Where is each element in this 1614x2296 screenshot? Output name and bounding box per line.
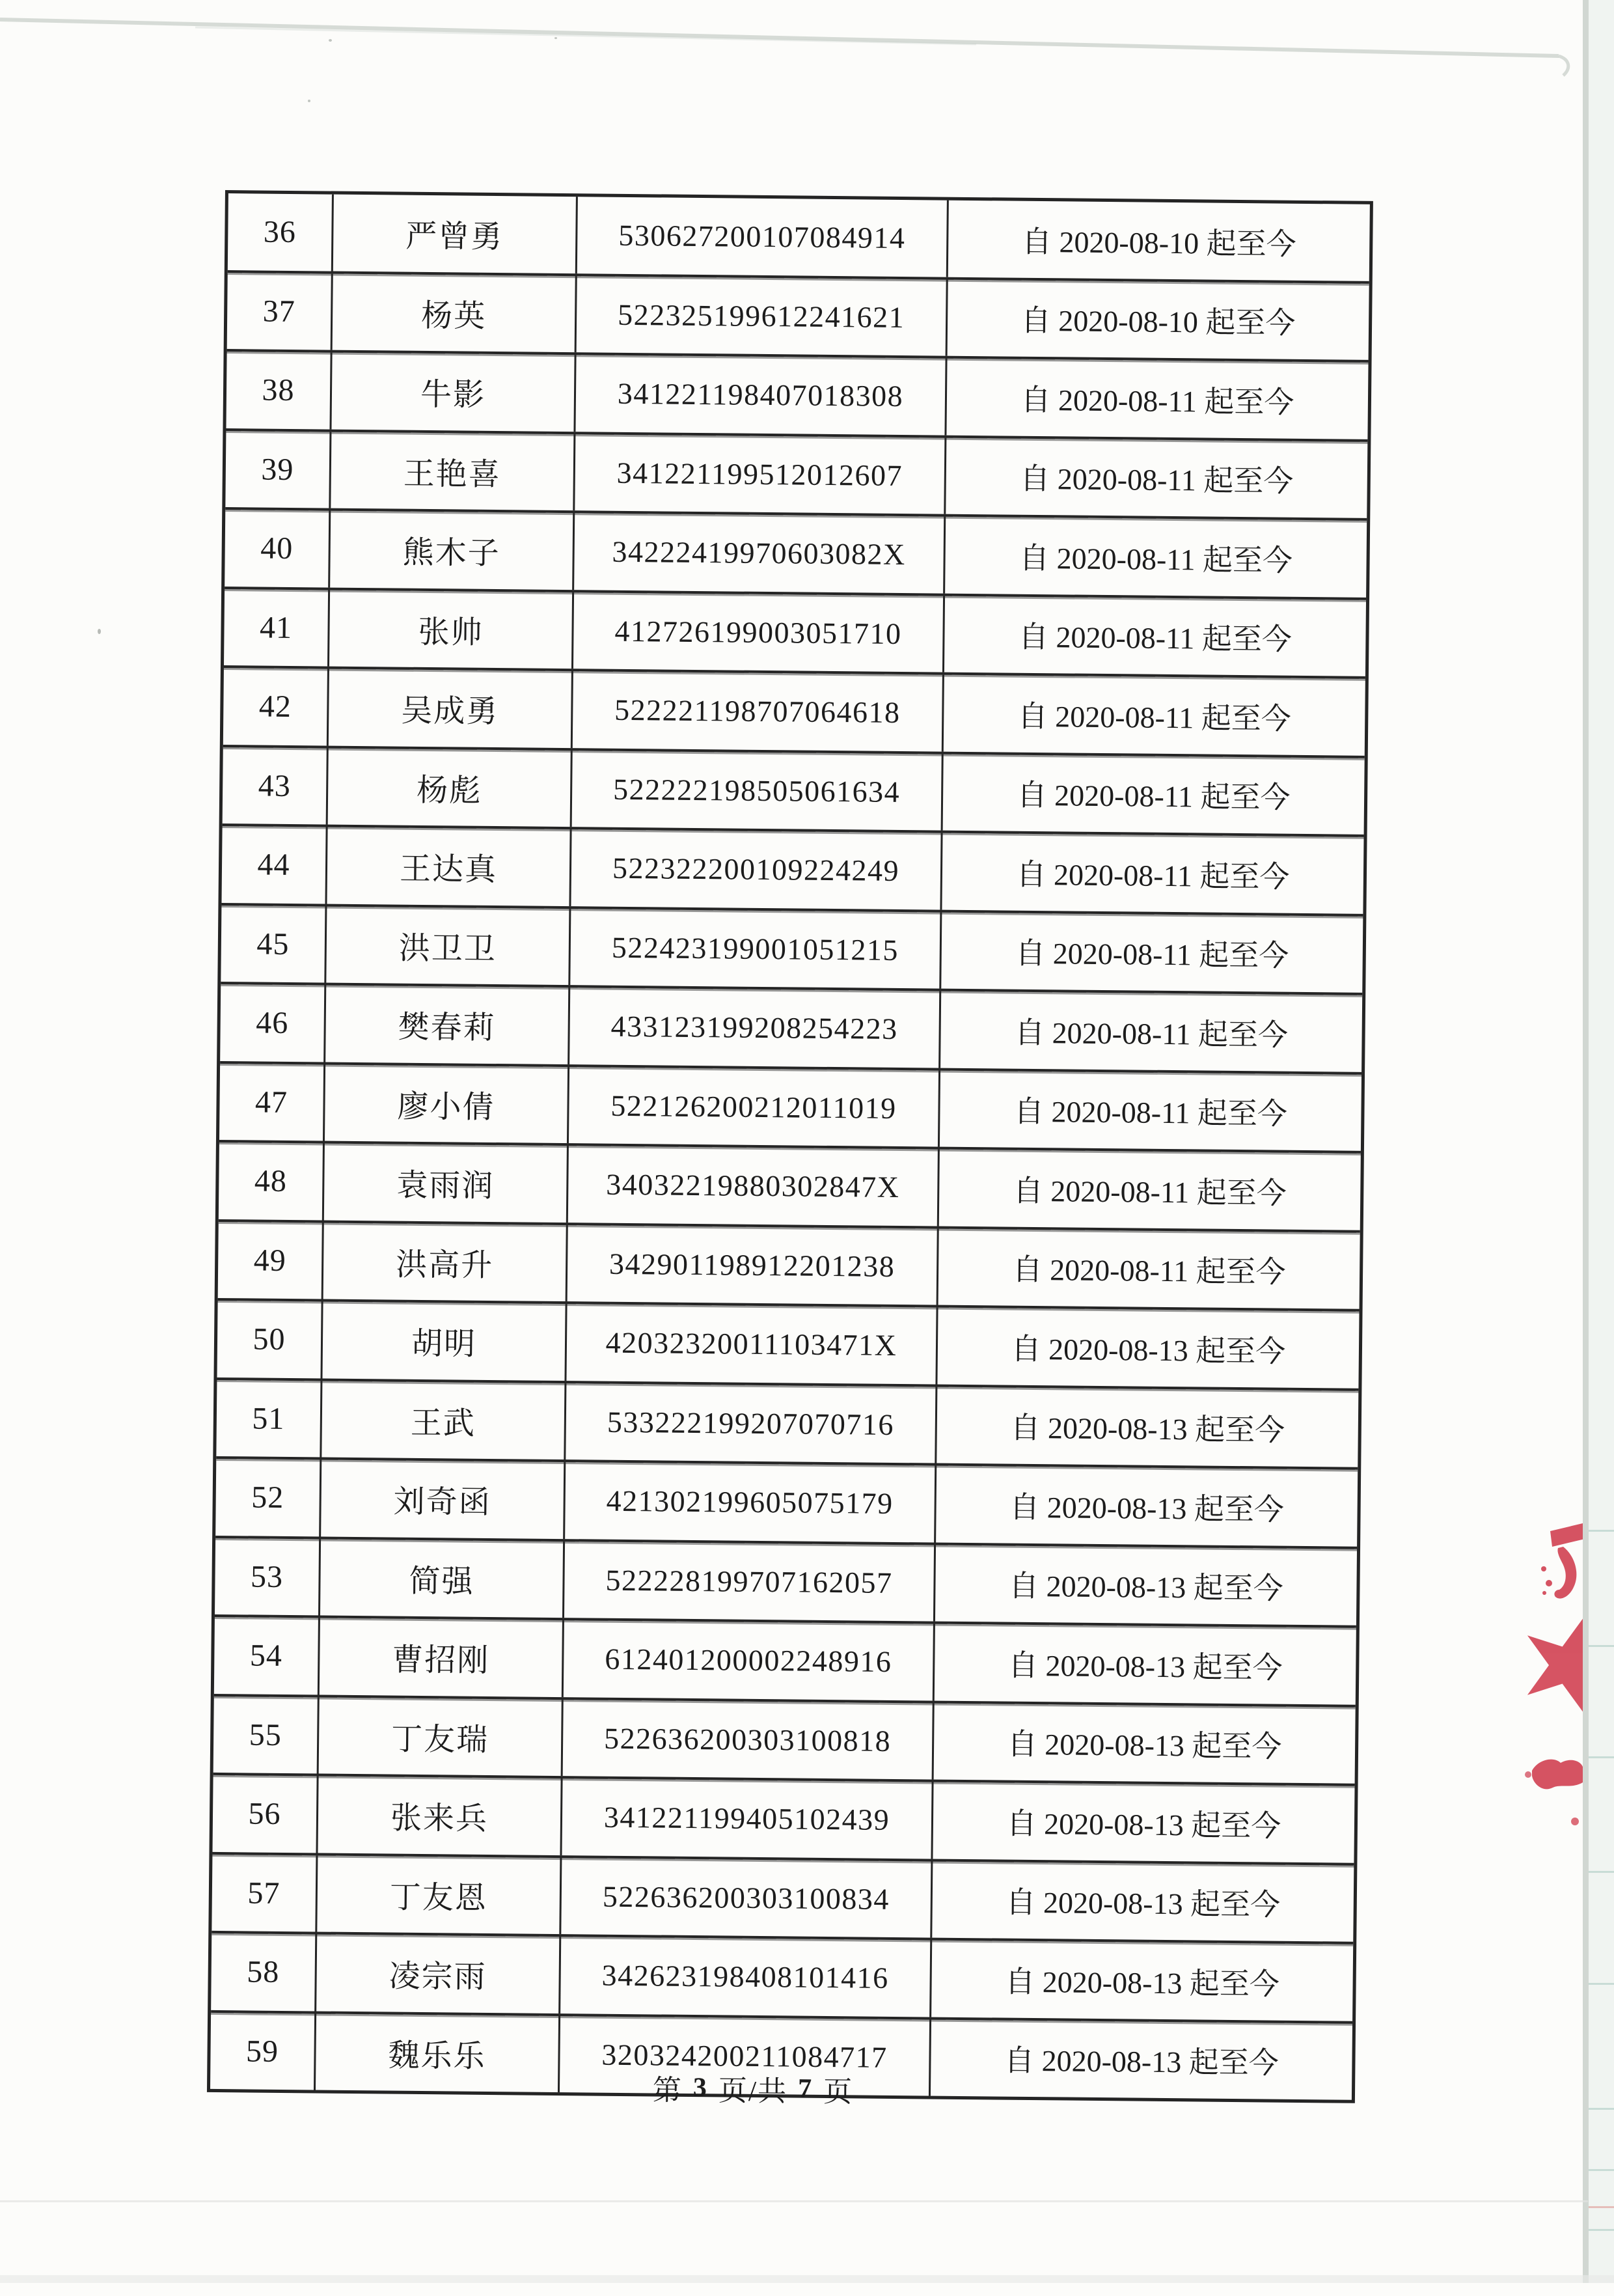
name-cell: 张来兵 [316,1776,560,1855]
id-number-cell: 341221199405102439 [560,1778,931,1859]
table-row [223,745,1365,835]
id-number-cell: 320324200211084717 [558,2016,929,2096]
id-number-cell: 342623198408101416 [558,1937,930,2017]
table-row [226,349,1368,439]
name-cell: 牛影 [329,353,574,432]
period-cell: 自 2020-08-13 起至今 [935,1308,1359,1389]
name-cell: 曹招刚 [318,1618,562,1696]
period-cell: 自 2020-08-11 起至今 [939,912,1363,993]
row-number-cell: 57 [247,1875,280,1911]
id-number-cell: 522126200212011019 [567,1067,938,1147]
table-row [225,428,1367,518]
table-row [221,902,1363,992]
name-cell: 凌宗雨 [314,1934,559,2013]
period-cell: 自 2020-08-11 起至今 [940,833,1363,914]
period-cell: 自 2020-08-13 起至今 [933,1545,1357,1625]
period-cell: 自 2020-08-11 起至今 [938,1070,1361,1151]
id-number-cell: 341221199512012607 [573,434,944,514]
row-number-cell: 58 [246,1954,280,1990]
id-number-cell: 412726199003051710 [571,592,943,672]
table-row [211,1931,1353,2021]
period-cell: 自 2020-08-11 起至今 [944,359,1368,439]
table-row [212,1851,1354,1941]
row-number-cell: 39 [261,452,294,487]
table-row [227,270,1369,360]
id-number-cell: 433123199208254223 [568,988,939,1068]
table-row [228,193,1370,281]
table-row [219,1060,1361,1150]
id-number-cell: 34222419970603082X [572,513,944,593]
name-cell: 简强 [318,1539,563,1618]
period-cell: 自 2020-08-10 起至今 [946,279,1369,360]
id-number-cell: 421302199605075179 [563,1462,935,1542]
id-number-cell: 34032219880302847X [566,1146,938,1226]
table-row [220,982,1362,1072]
name-cell: 王达真 [325,827,569,906]
period-cell: 自 2020-08-11 起至今 [937,1150,1361,1230]
table-row [212,1773,1354,1862]
id-number-cell: 612401200002248916 [562,1620,933,1700]
table-row [215,1535,1357,1625]
id-number-cell: 42032320011103471X [564,1304,936,1384]
name-cell: 洪高升 [321,1223,566,1301]
id-number-cell: 522221198707064618 [571,671,942,751]
id-number-cell: 530627200107084914 [575,197,947,277]
period-cell: 自 2020-08-13 起至今 [933,1624,1356,1705]
period-cell: 自 2020-08-11 起至今 [941,754,1365,835]
name-cell: 袁雨润 [322,1144,567,1223]
id-number-cell: 522322200109224249 [569,829,940,909]
name-cell: 熊木子 [328,511,573,590]
table-row [219,1140,1361,1230]
period-cell: 自 2020-08-13 起至今 [932,1703,1356,1784]
name-cell: 张帅 [327,590,572,669]
id-number-cell: 522325199612241621 [575,276,946,356]
row-number-cell: 47 [254,1085,288,1120]
table-row [215,1456,1358,1546]
period-cell: 自 2020-08-11 起至今 [938,991,1362,1072]
row-number-cell: 43 [258,768,291,803]
row-number-cell: 59 [245,2034,279,2069]
row-number-cell: 53 [250,1559,284,1594]
row-number-cell: 54 [249,1638,283,1674]
id-number-cell: 522228199707162057 [562,1542,934,1622]
row-number-cell: 41 [259,610,293,645]
row-number-cell: 37 [262,294,295,329]
row-number-cell: 48 [254,1163,288,1199]
row-number-cell: 50 [253,1321,286,1357]
period-cell: 自 2020-08-11 起至今 [937,1228,1360,1309]
id-number-cell: 522423199001051215 [568,909,940,989]
name-cell: 严曾勇 [331,195,576,273]
row-number-cell: 52 [251,1480,284,1515]
table-row [213,1693,1356,1783]
row-number-cell: 45 [256,926,290,961]
table-row [221,823,1363,913]
name-cell: 胡明 [320,1301,565,1380]
row-number-cell: 51 [252,1401,285,1436]
name-cell: 杨英 [331,273,575,352]
id-number-cell: 522222198505061634 [570,751,942,831]
name-cell: 王艳喜 [329,432,573,510]
period-cell: 自 2020-08-13 起至今 [929,2019,1352,2100]
roster-table [207,190,1373,2103]
name-cell: 杨彪 [326,748,571,827]
period-cell: 自 2020-08-11 起至今 [942,675,1365,756]
table-row [216,1377,1358,1467]
period-cell: 自 2020-08-11 起至今 [942,596,1366,676]
row-number-cell: 40 [260,531,294,566]
table-row [217,1298,1359,1388]
period-cell: 自 2020-08-10 起至今 [946,201,1370,281]
row-number-cell: 46 [255,1005,289,1041]
row-number-cell: 38 [262,372,295,408]
row-number-cell: 44 [257,847,290,883]
id-number-cell: 522636200303100818 [561,1700,933,1780]
period-cell: 自 2020-08-13 起至今 [930,1861,1354,1942]
row-number-cell: 55 [249,1717,282,1752]
row-number-cell: 49 [253,1243,286,1278]
period-cell: 自 2020-08-11 起至今 [944,437,1367,518]
name-cell: 王武 [320,1381,564,1459]
period-cell: 自 2020-08-13 起至今 [931,1782,1354,1863]
id-number-cell: 342901198912201238 [566,1225,937,1305]
footer-page-number: 3 [692,2073,709,2103]
row-number-cell: 42 [258,689,292,725]
name-cell: 樊春莉 [323,986,568,1064]
period-cell: 自 2020-08-11 起至今 [943,517,1367,598]
name-cell: 丁友恩 [315,1855,560,1934]
name-cell: 吴成勇 [327,669,571,748]
period-cell: 自 2020-08-13 起至今 [934,1466,1358,1547]
table-row [223,665,1365,755]
name-cell: 魏乐乐 [314,2013,558,2092]
table-row [225,507,1367,597]
footer-suffix: 页 [823,2075,854,2109]
id-number-cell: 341221198407018308 [573,355,945,435]
id-number-cell: 533222199207070716 [564,1383,935,1463]
table-row [218,1219,1360,1308]
name-cell: 廖小倩 [323,1064,568,1143]
table-row [214,1614,1356,1704]
footer-prefix: 第 [652,2074,683,2107]
row-number-cell: 56 [248,1796,281,1832]
id-number-cell: 522636200303100834 [559,1858,931,1938]
period-cell: 自 2020-08-13 起至今 [929,1941,1353,2021]
name-cell: 丁友瑞 [317,1697,562,1776]
name-cell: 刘奇函 [319,1459,564,1538]
period-cell: 自 2020-08-13 起至今 [935,1387,1358,1467]
footer-infix: 页/共 [718,2075,788,2108]
table-row [224,587,1366,676]
name-cell: 洪卫卫 [324,906,569,985]
row-number-cell: 36 [263,214,297,250]
footer-total-pages: 7 [797,2073,814,2104]
